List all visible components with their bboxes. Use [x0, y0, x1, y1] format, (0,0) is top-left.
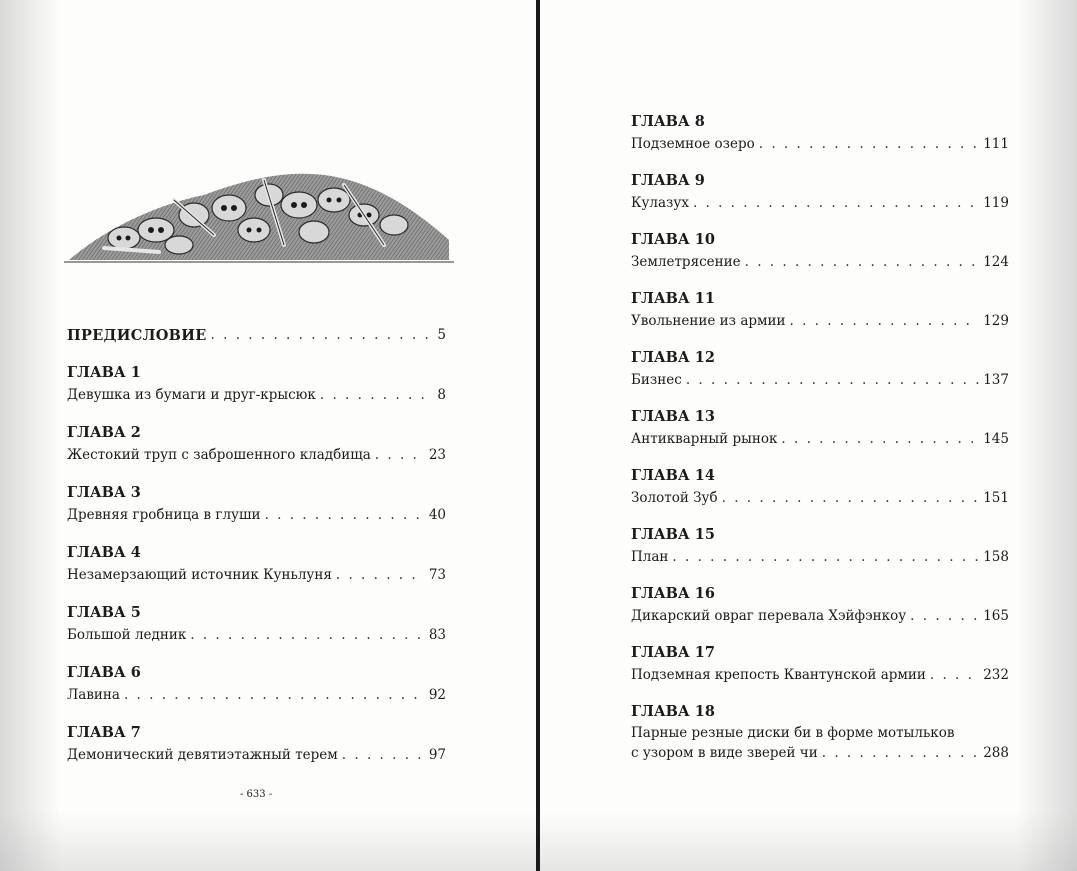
- page-number: 129: [983, 313, 1009, 329]
- chapter-label: ГЛАВА 1: [67, 364, 141, 381]
- dot-leader: [190, 624, 425, 647]
- chapter-entry[interactable]: [67, 361, 446, 407]
- page-number: 165: [983, 608, 1009, 624]
- chapter-label: ГЛАВА 17: [631, 644, 715, 661]
- chapter-label: ГЛАВА 4: [67, 544, 141, 561]
- dot-leader: [759, 133, 979, 156]
- chapter-title: Парные резные диски би в форме мотыльков: [631, 725, 955, 741]
- chapter-entry[interactable]: [631, 346, 1009, 392]
- dot-leader: [265, 504, 425, 527]
- bone-pile-illustration: [64, 160, 454, 275]
- dot-leader: [693, 192, 979, 215]
- chapter-label: ГЛАВА 8: [631, 113, 705, 130]
- dot-leader: [336, 564, 425, 587]
- page-number: 5: [437, 327, 446, 343]
- dot-leader: [124, 684, 425, 707]
- chapter-entry[interactable]: [67, 481, 446, 527]
- page-number: 119: [983, 195, 1009, 211]
- right-page: [540, 0, 1077, 871]
- chapter-title: Незамерзающий источник Куньлуня: [67, 567, 332, 583]
- page-number: 124: [983, 254, 1009, 270]
- page-number: 92: [428, 687, 446, 703]
- page-edge-texture: [1017, 0, 1077, 871]
- chapter-label: ГЛАВА 18: [631, 703, 715, 720]
- page-number: 288: [983, 745, 1009, 761]
- folio: - 633 -: [240, 789, 273, 800]
- page-edge-texture: [0, 811, 536, 871]
- table-of-contents-right: [631, 110, 1009, 776]
- chapter-title: Землетрясение: [631, 254, 741, 270]
- page-edge-texture: [540, 811, 1077, 871]
- chapter-title: Подземное озеро: [631, 136, 755, 152]
- chapter-entry[interactable]: [631, 228, 1009, 274]
- chapter-title: Демонический девятиэтажный терем: [67, 747, 338, 763]
- chapter-title: Жестокий труп с заброшенного кладбища: [67, 447, 371, 463]
- chapter-title: Девушка из бумаги и друг-крысюк: [67, 387, 316, 403]
- chapter-title: Золотой Зуб: [631, 490, 718, 506]
- page-number: 23: [428, 447, 446, 463]
- chapter-entry[interactable]: [631, 110, 1009, 156]
- chapter-label: ГЛАВА 11: [631, 290, 715, 307]
- dot-leader: [745, 251, 980, 274]
- dot-leader: [320, 384, 434, 407]
- chapter-entry[interactable]: [67, 601, 446, 647]
- chapter-entry[interactable]: [631, 287, 1009, 333]
- chapter-title: Лавина: [67, 687, 120, 703]
- chapter-label: ГЛАВА 16: [631, 585, 715, 602]
- page-number: 111: [983, 136, 1009, 152]
- chapter-title: План: [631, 549, 669, 565]
- page-number: 137: [983, 372, 1009, 388]
- chapter-label: ГЛАВА 5: [67, 604, 141, 621]
- chapter-label: ГЛАВА 6: [67, 664, 141, 681]
- chapter-label: ГЛАВА 2: [67, 424, 141, 441]
- chapter-title: Древняя гробница в глуши: [67, 507, 261, 523]
- chapter-entry[interactable]: [67, 541, 446, 587]
- chapter-entry[interactable]: [631, 523, 1009, 569]
- chapter-entry[interactable]: [631, 582, 1009, 628]
- chapter-label: ГЛАВА 7: [67, 724, 141, 741]
- chapter-title: Антикварный рынок: [631, 431, 778, 447]
- chapter-label: ГЛАВА 15: [631, 526, 715, 543]
- chapter-title: Большой ледник: [67, 627, 187, 643]
- chapter-title: Кулазух: [631, 195, 689, 211]
- dot-leader: [342, 744, 425, 767]
- dot-leader: [375, 444, 425, 467]
- left-page: [0, 0, 536, 871]
- dot-leader: [790, 310, 980, 333]
- page-number: 40: [428, 507, 446, 523]
- dot-leader: [910, 605, 979, 628]
- chapter-label: ГЛАВА 12: [631, 349, 715, 366]
- chapter-entry[interactable]: [631, 405, 1009, 451]
- chapter-title: Подземная крепость Квантунской армии: [631, 667, 926, 683]
- chapter-entry[interactable]: [67, 721, 446, 767]
- chapter-title: Дикарский овраг перевала Хэйфэнкоу: [631, 608, 907, 624]
- page-number: 145: [983, 431, 1009, 447]
- chapter-entry[interactable]: [631, 641, 1009, 687]
- chapter-entry[interactable]: [631, 169, 1009, 215]
- chapter-label: ГЛАВА 9: [631, 172, 705, 189]
- dot-leader: [930, 664, 979, 687]
- dot-leader: [781, 428, 979, 451]
- dot-leader: [211, 324, 434, 347]
- chapter-label: ГЛАВА 3: [67, 484, 141, 501]
- chapter-title: Увольнение из армии: [631, 313, 786, 329]
- chapter-entry[interactable]: [631, 700, 1009, 763]
- page-number: 97: [428, 747, 446, 763]
- chapter-title: Бизнес: [631, 372, 682, 388]
- dot-leader: [686, 369, 979, 392]
- chapter-entry[interactable]: [67, 661, 446, 707]
- page-number: 8: [437, 387, 446, 403]
- page-number: 151: [983, 490, 1009, 506]
- page-number: 83: [428, 627, 446, 643]
- chapter-title-continued: с узором в виде зверей чи: [631, 745, 818, 761]
- chapter-label: ГЛАВА 14: [631, 467, 715, 484]
- dot-leader: [722, 487, 980, 510]
- chapter-label: ГЛАВА 10: [631, 231, 715, 248]
- page-edge-texture: [0, 0, 60, 871]
- dot-leader: [672, 546, 979, 569]
- page-number: 73: [428, 567, 446, 583]
- preface-entry[interactable]: [67, 324, 446, 347]
- page-number: 232: [983, 667, 1009, 683]
- chapter-label: ГЛАВА 13: [631, 408, 715, 425]
- dot-leader: [822, 743, 979, 763]
- page-number: 158: [983, 549, 1009, 565]
- preface-title: ПРЕДИСЛОВИЕ: [67, 327, 207, 344]
- chapter-entry[interactable]: [631, 464, 1009, 510]
- chapter-entry[interactable]: [67, 421, 446, 467]
- table-of-contents-left: [67, 324, 446, 781]
